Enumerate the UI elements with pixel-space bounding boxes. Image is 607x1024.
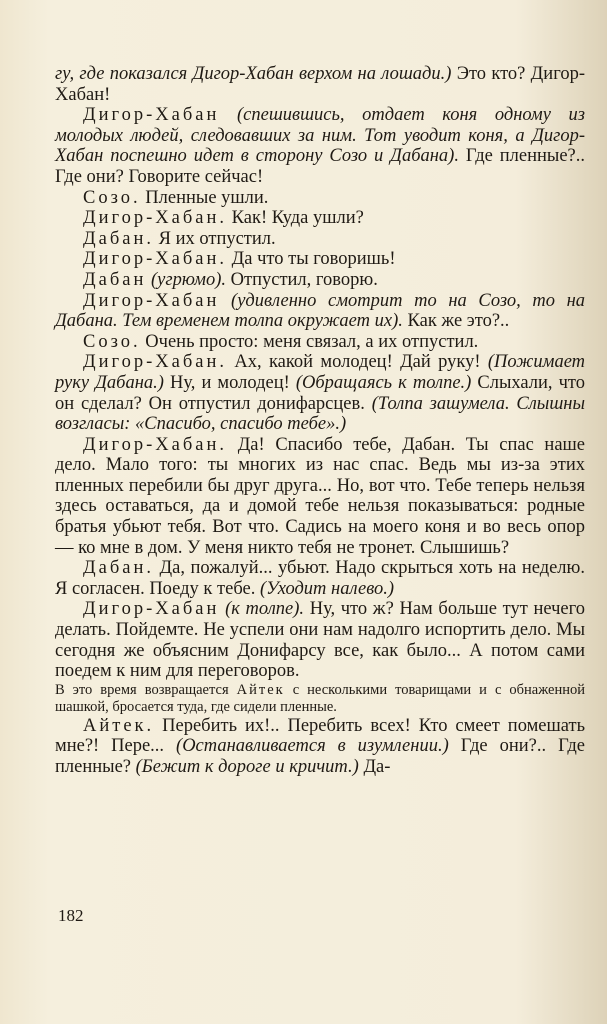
speech: Да, пожалуй... убьют. Надо скрыться хоть на неделю. Я согласен. Поеду к тебе.	[55, 558, 585, 599]
stage-direction-block	[55, 682, 585, 716]
speaker-name: Айтек	[236, 681, 285, 698]
speech: Отпустил, говорю.	[230, 269, 378, 290]
replica	[55, 208, 585, 229]
replica	[55, 716, 585, 778]
speaker-name: Дигор-Хабан.	[83, 352, 228, 373]
speech: Да что ты говоришь!	[231, 249, 396, 270]
page-number: 182	[58, 906, 84, 925]
stage-direction: (удивленно смотрит то на Созо, то на Дабана. Тем временем толпа окружает их).	[55, 290, 586, 332]
speech: Я их отпустил.	[158, 228, 276, 249]
stage-direction: (Обращаясь к толпе.)	[295, 372, 472, 393]
speaker-name: Дигор-Хабан.	[83, 434, 228, 455]
replica	[55, 352, 585, 434]
replica	[55, 291, 585, 332]
speech: Перебить их!.. Перебить всех! Кто смеет помешать мне?! Пере...	[55, 715, 586, 757]
speech: Очень просто: меня связал, а их отпустил.	[145, 331, 479, 352]
stage-direction: (Останавливается в изумлении.)	[176, 736, 449, 757]
speech: Как! Куда ушли?	[231, 208, 364, 229]
speaker-name: Дигор-Хабан	[83, 105, 220, 126]
speaker-name: Дабан	[83, 269, 147, 290]
replica	[55, 332, 585, 353]
replica	[55, 229, 585, 250]
speaker-name: Дабан.	[83, 228, 154, 249]
stage-text: с несколькими товарищами и с обнаженной шашкой, бросается туда, где сидели пленные.	[55, 681, 586, 715]
replica	[55, 270, 585, 291]
speaker-name: Дабан.	[83, 558, 154, 579]
speech: Это кто? Дигор-Хабан!	[55, 64, 585, 105]
paragraph-continuation	[55, 64, 585, 105]
speech: Пленные ушли.	[145, 187, 269, 208]
speaker-name: Созо.	[83, 187, 141, 208]
stage-direction: (Бежит к дороге и кричит.)	[135, 757, 359, 777]
replica	[55, 435, 585, 559]
stage-text: В это время возвращается	[55, 681, 229, 698]
speaker-name: Созо.	[83, 331, 141, 352]
stage-direction: (угрюмо).	[150, 269, 227, 290]
replica	[55, 249, 585, 270]
speaker-name: Дигор-Хабан	[83, 599, 220, 620]
speech: Где пленные?.. Где они? Говорите сейчас!	[55, 146, 586, 187]
speaker-name: Дигор-Хабан.	[83, 208, 228, 229]
replica	[55, 599, 585, 681]
stage-direction: (Толпа зашумела. Слышны возгласы: «Спасибо, спасибо тебе».)	[55, 393, 586, 435]
speech: Да! Спасибо тебе, Дабан. Ты спас наше дело. Мало того: ты многих из нас спас. Ведь мы из-за этих пленных перебили бы друг друга... Но, вот что. Тебе теперь нельзя здесь оставаться, да и домой тебе нельзя показываться: родные братья убьют тебя. Вот что. Садись на моего коня и во весь опор — ко мне в дом. У меня никто тебя не тронет. Слышишь?	[55, 434, 585, 558]
stage-direction: (Пожимает руку Дабана.)	[55, 352, 586, 393]
stage-direction: (спешившись, отдает коня одному из молодых людей, следовавших за ним. Тот уводит коня, а Дигор-Хабан поспешно идет в сторону Созо и Дабана).	[55, 105, 585, 167]
speaker-name: Айтек.	[83, 715, 155, 736]
speaker-name: Дигор-Хабан	[83, 290, 220, 311]
speech: Где они?.. Где пленные?	[55, 736, 585, 777]
speech: Ах, какой молодец! Дай руку!	[234, 352, 481, 373]
replica	[55, 188, 585, 209]
speaker-name: Дигор-Хабан.	[83, 249, 228, 270]
speech: Как же это?..	[407, 311, 510, 332]
speech: Да-	[363, 757, 391, 777]
play-text	[55, 64, 585, 778]
speech: Ну, что ж? Нам больше тут нечего делать. Пойдемте. Не успели они нам надолго испортить дело. Мы сегодня же объясним Донифарсу все, как было... А потом сами поедем к ним для переговоров.	[55, 599, 586, 682]
stage-direction: (Уходит налево.)	[259, 578, 395, 599]
replica	[55, 105, 585, 187]
speech: Слыхали, что он сделал? Он отпустил донифарсцев.	[55, 372, 586, 414]
speech: Ну, и молодец!	[170, 372, 290, 393]
stage-direction: (к толпе).	[225, 599, 305, 620]
replica	[55, 558, 585, 599]
stage-direction: гу, где показался Дигор-Хабан верхом на лошади.)	[55, 64, 452, 84]
